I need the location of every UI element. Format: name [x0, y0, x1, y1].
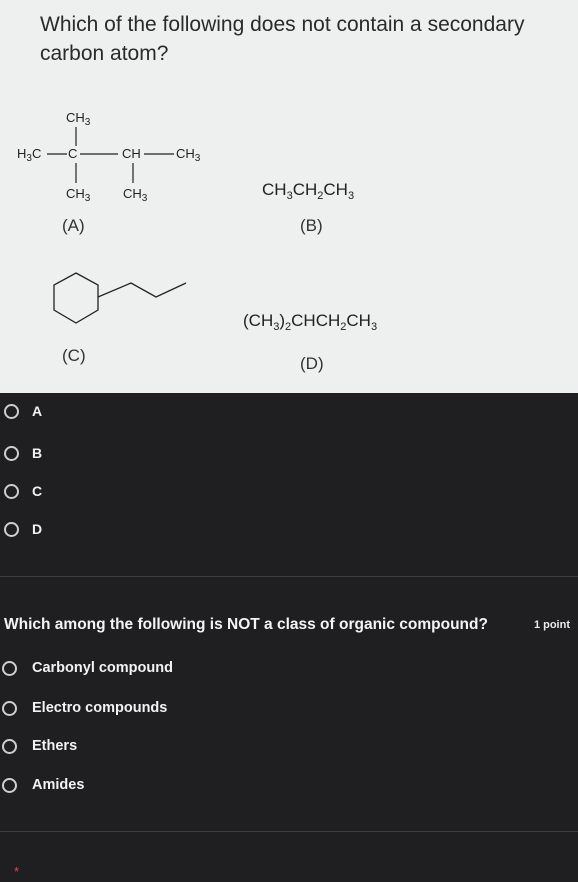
option-d[interactable] — [0, 517, 42, 541]
option-ethers-label: Ethers — [32, 738, 78, 754]
option-amides-label: Amides — [32, 777, 85, 793]
radio-button-a[interactable] — [4, 404, 19, 419]
label-d: (D) — [300, 354, 324, 373]
option-b-label: B — [32, 445, 43, 461]
option-electro[interactable] — [0, 697, 167, 719]
option-ethers[interactable] — [0, 735, 77, 757]
option-electro-label: Electro compounds — [32, 700, 168, 716]
question-card-1 — [0, 0, 578, 393]
option-c[interactable] — [0, 479, 42, 503]
question-1-text: Which of the following does not contain a secondary carbon atom? — [40, 13, 525, 65]
section-divider-2 — [0, 831, 578, 832]
structure-c — [54, 273, 186, 323]
radio-button-amides[interactable] — [2, 778, 17, 793]
structure-a-h3c: $H_3C$ — [17, 146, 42, 164]
structure-a-ch3-right: $CH_3$ — [176, 146, 201, 164]
question-2-text: Which among the following is NOT a class of organic compound? — [4, 616, 488, 633]
label-c: (C) — [62, 346, 86, 365]
structure-a-carbon: C — [68, 146, 78, 161]
label-b: (B) — [300, 216, 323, 235]
structure-a — [17, 110, 201, 204]
structure-a-ch: CH — [122, 146, 141, 161]
option-a[interactable] — [0, 399, 42, 423]
radio-button-ethers[interactable] — [2, 739, 17, 754]
option-carbonyl-label: Carbonyl compound — [32, 660, 173, 676]
required-marker: * — [14, 864, 20, 879]
radio-button-carbonyl[interactable] — [2, 661, 17, 676]
radio-button-electro[interactable] — [2, 701, 17, 716]
structure-a-ch3-bottom-left: $CH_3$ — [66, 186, 91, 204]
section-divider — [0, 576, 578, 577]
label-a: (A) — [62, 216, 85, 235]
radio-button-c[interactable] — [4, 484, 19, 499]
option-a-label: A — [32, 403, 43, 419]
formula-b: $CH_3CH_2CH_3$ — [262, 180, 355, 202]
option-amides[interactable] — [0, 774, 84, 796]
radio-button-d[interactable] — [4, 522, 19, 537]
option-b[interactable] — [0, 441, 42, 465]
option-d-label: D — [32, 521, 43, 537]
structure-a-ch3-bottom-right: $CH_3$ — [123, 186, 148, 204]
option-carbonyl[interactable] — [0, 657, 173, 679]
points-label: 1 point — [533, 619, 570, 631]
radio-button-b[interactable] — [4, 446, 19, 461]
formula-d: $(CH_3)_2CHCH_2CH_3$ — [243, 311, 378, 333]
option-c-label: C — [32, 483, 43, 499]
structure-a-ch3-top: $CH_3$ — [66, 110, 91, 128]
